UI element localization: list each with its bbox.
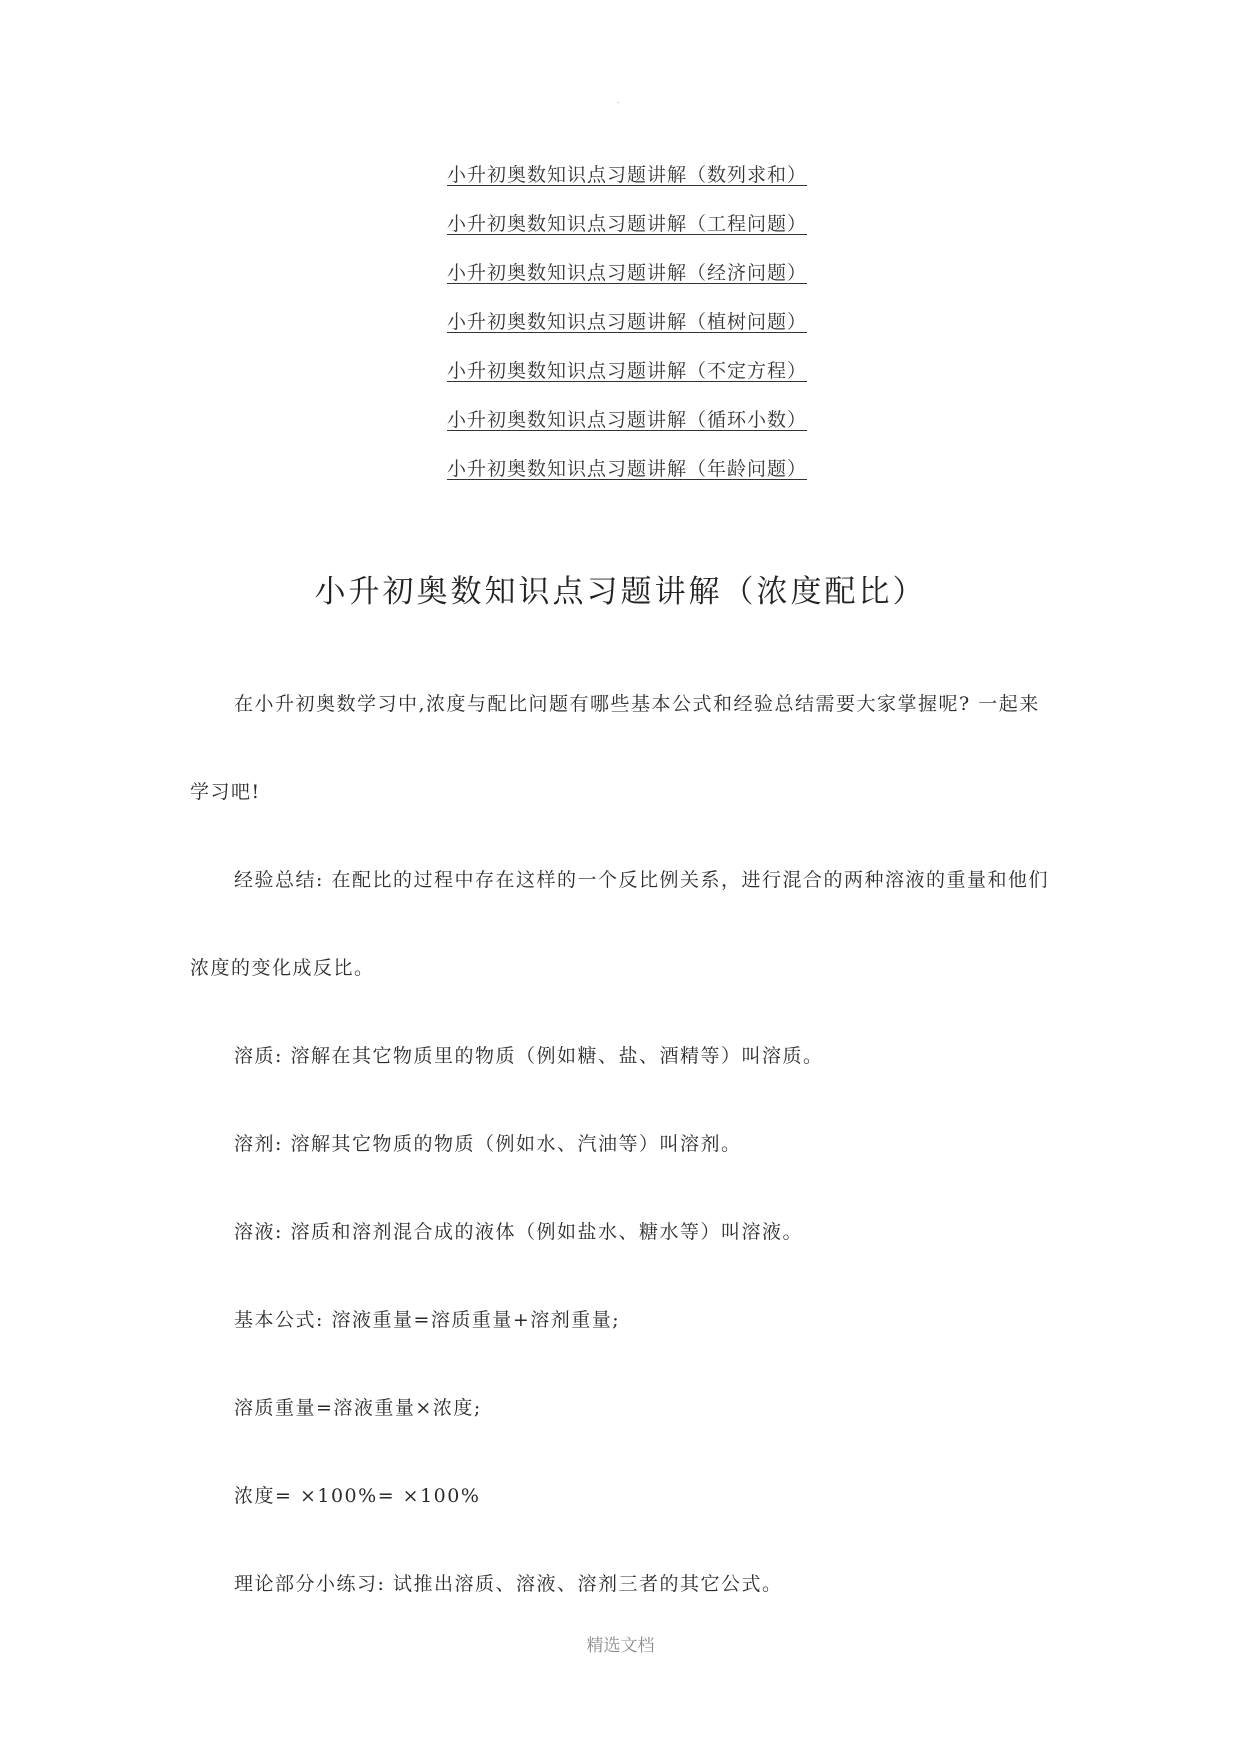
solution-definition: 溶液: 溶质和溶剂混合成的液体（例如盐水、糖水等）叫溶液。	[234, 1221, 803, 1243]
link-engineering[interactable]: 小升初奥数知识点习题讲解（工程问题）	[447, 213, 808, 235]
related-links	[447, 160, 843, 503]
page-mark: .	[617, 96, 620, 105]
page-title: 小升初奥数知识点习题讲解（浓度配比）	[314, 574, 927, 610]
link-sequence-sum[interactable]: 小升初奥数知识点习题讲解（数列求和）	[447, 164, 808, 186]
concentration-formula: 浓度= ×100%= ×100%	[234, 1485, 481, 1507]
solute-formula: 溶质重量=溶液重量×浓度;	[234, 1397, 482, 1419]
link-repeating-decimal[interactable]: 小升初奥数知识点习题讲解（循环小数）	[447, 409, 808, 431]
link-indefinite-equation[interactable]: 小升初奥数知识点习题讲解（不定方程）	[447, 360, 808, 382]
experience-paragraph: 经验总结: 在配比的过程中存在这样的一个反比例关系，进行混合的两种溶液的重量和他们浓度的变化成反比。	[190, 869, 1049, 979]
article-body	[190, 660, 1060, 1628]
footer-label: 精选文档	[586, 1636, 655, 1656]
link-economics[interactable]: 小升初奥数知识点习题讲解（经济问题）	[447, 262, 808, 284]
solvent-definition: 溶剂: 溶解其它物质的物质（例如水、汽油等）叫溶剂。	[234, 1133, 742, 1155]
practice-prompt: 理论部分小练习: 试推出溶质、溶液、溶剂三者的其它公式。	[234, 1573, 783, 1595]
solute-definition: 溶质: 溶解在其它物质里的物质（例如糖、盐、酒精等）叫溶质。	[234, 1045, 824, 1067]
basic-formula: 基本公式: 溶液重量=溶质重量+溶剂重量;	[234, 1309, 621, 1331]
intro-paragraph: 在小升初奥数学习中,浓度与配比问题有哪些基本公式和经验总结需要大家掌握呢? 一起来学习吧!	[190, 693, 1040, 803]
link-tree-planting[interactable]: 小升初奥数知识点习题讲解（植树问题）	[447, 311, 808, 333]
link-age-problem[interactable]: 小升初奥数知识点习题讲解（年龄问题）	[447, 458, 808, 480]
